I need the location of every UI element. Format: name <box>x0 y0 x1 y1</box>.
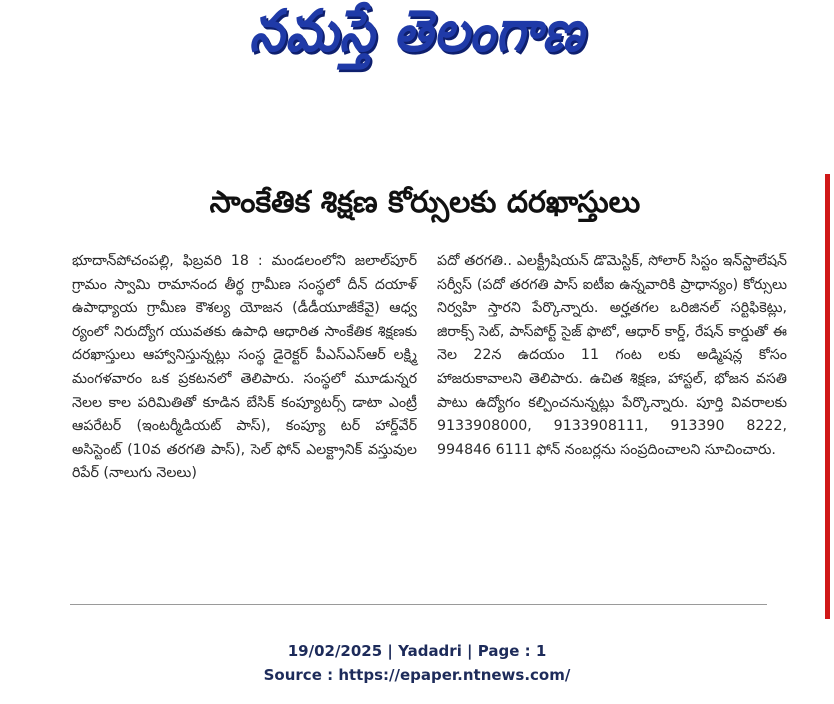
article-divider <box>70 604 767 605</box>
article-body-right: పదో తరగతి.. ఎలక్ట్రీషియన్ డొమెస్టిక్, సోలార్ సిస్టం ఇన్‌స్టాలేషన్ సర్వీస్ (పదో తరగతి పాస్ ఐటీఐ ఉన్నవారికి ప్రాధాన్యం) కోర్సులు నిర్వహి స్తారని పేర్కొన్నారు. అర్హతగల ఒరిజినల్ సర్టిఫికెట్లు, జిరాక్స్ సెట్, పాస్‌పోర్ట్ సైజ్ ఫొటో, ఆధార్ కార్డ్, రేషన్ కార్డుతో ఈ నెల 22న ఉదయం 11 గంట లకు అడ్మిషన్ల కోసం హాజరుకావాలని తెలిపారు. ఉచిత శిక్షణ, హాస్టల్, భోజన వసతి పాటు ఉద్యోగం కల్పించనున్నట్లు పేర్కొన్నారు. పూర్తి వివరాలకు 9133908000, 9133908111, 913390 8222, 994846 6111 ఫోన్ నంబర్లను సంప్రదించాలని సూచించారు. <box>437 253 787 458</box>
footer-source: Source : https://epaper.ntnews.com/ <box>263 666 571 684</box>
article-column-right <box>437 250 787 462</box>
footer-edition-info: 19/02/2025 | Yadadri | Page : 1 <box>287 642 547 660</box>
masthead <box>0 0 834 76</box>
article-column-left <box>72 250 417 486</box>
article-body-left: భూదాన్‌పోచంపల్లి, ఫిబ్రవరి 18 : మండలంలోని జలాల్‌పూర్ గ్రామం స్వామి రామానంద తీర్థ గ్రామీణ సంస్థలో దీన్ దయాళ్ ఉపాధ్యాయ గ్రామీణ కౌశల్య యోజన (డీడీయూజీకేవై) ఆధ్వ ర్యంలో నిరుద్యోగ యువతకు ఉపాధి ఆధారిత సాంకేతిక శిక్షణకు దరఖాస్తులు ఆహ్వానిస్తున్నట్లు సంస్థ డైరెక్టర్ పీఎస్ఎస్ఆర్ లక్ష్మి మంగళవారం ఒక ప్రకటనలో తెలిపారు. సంస్థలో మూడున్నర నెలల కాల పరిమితితో కూడిన బేసిక్ కంప్యూటర్స్ డాటా ఎంట్రీ ఆపరేటర్ (ఇంటర్మీడియట్ పాస్), కంప్యూ టర్ హార్డ్‌వేర్ అసిస్టెంట్ (10వ తరగతి పాస్), సెల్ ఫోన్ ఎలక్ట్రానిక్ వస్తువుల రిపేర్ (నాలుగు నెలలు) <box>72 253 417 482</box>
accent-rule <box>825 174 830 619</box>
article-headline: సాంకేతిక శిక్షణ కోర్సులకు దరఖాస్తులు <box>209 185 641 220</box>
masthead-logo: నమస్తే తెలంగాణ <box>249 0 585 65</box>
